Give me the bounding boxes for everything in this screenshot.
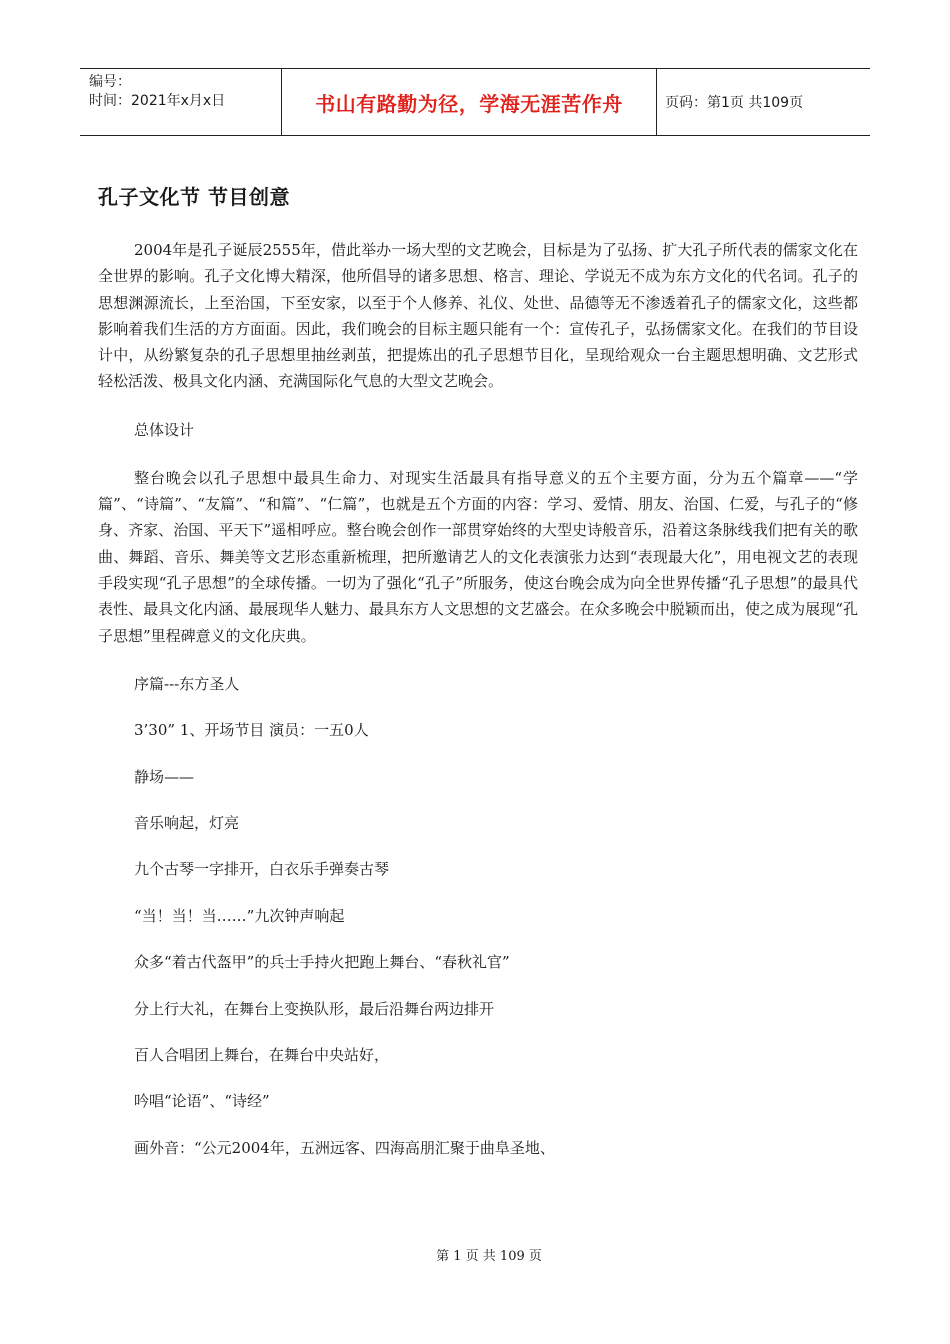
- design-paragraph: 整台晚会以孔子思想中最具生命力、对现实生活最具有指导意义的五个主要方面，分为五个篇章——“学篇”、“诗篇”、“友篇”、“和篇”、“仁篇”，也就是五个方面的内容：学习、爱情、朋友、治国、仁爱，与孔子的“修身、齐家、治国、平天下”遥相呼应。整台晚会创作一部贯穿始终的大型史诗般音乐，沿着这条脉线我们把有关的歌曲、舞蹈、音乐、舞美等文艺形态重新梳理，把所邀请艺人的文化表演张力达到“表现最大化”，用电视文艺的表现手段实现“孔子思想”的全球传播。一切为了强化“孔子”所服务，使这台晚会成为向全世界传播“孔子思想”的最具代表性、最具文化内涵、最展现华人魅力、最具东方人文思想的文艺盛会。在众多晚会中脱颖而出，使之成为展现“孔子思想”里程碑意义的文化庆典。: [98, 468, 858, 645]
- page-footer: 第 1 页 共 109 页: [436, 1249, 542, 1264]
- script-line: 九个古琴一字排开，白衣乐手弹奏古琴: [134, 860, 390, 879]
- script-line: 吟唱“论语”、“诗经”: [134, 1092, 270, 1111]
- script-line: 静场——: [134, 767, 195, 786]
- script-line: 百人合唱团上舞台，在舞台中央站好，: [134, 1045, 390, 1064]
- script-line: 序篇---东方圣人: [134, 674, 240, 693]
- script-line: 分上行大礼，在舞台上变换队形，最后沿舞台两边排开: [134, 999, 495, 1018]
- header-motto: 书山有路勤为径，学海无涯苦作舟: [315, 91, 623, 116]
- script-line: 众多“着古代盔甲”的兵士手持火把跑上舞台、“春秋礼官”: [134, 953, 510, 972]
- section-heading: 总体设计: [134, 420, 195, 439]
- header-meta-cell: [80, 69, 281, 135]
- script-line: “当！当！当……”九次钟声响起: [134, 906, 345, 925]
- script-line: 画外音：“公元2004年，五洲远客、四海高朋汇聚于曲阜圣地、: [134, 1138, 555, 1157]
- header-motto-cell: [281, 69, 657, 135]
- document-date-label: 时间：2021年x月x日: [89, 93, 226, 109]
- header-page-cell: [657, 69, 870, 135]
- document-header: [80, 68, 870, 136]
- intro-paragraph: 2004年是孔子诞辰2555年，借此举办一场大型的文艺晚会，目标是为了弘扬、扩大孔子所代表的儒家文化在全世界的影响。孔子文化博大精深，他所倡导的诸多思想、格言、理论、学说无不成为东方文化的代名词。孔子的思想渊源流长，上至治国，下至安家，以至于个人修养、礼仪、处世、品德等无不渗透着孔子的儒家文化，这些都影响着我们生活的方方面面。因此，我们晚会的目标主题只能有一个：宣传孔子，弘扬儒家文化。在我们的节目设计中，从纷繁复杂的孔子思想里抽丝剥茧，把提炼出的孔子思想节目化，呈现给观众一台主题思想明确、文艺形式轻松活泼、极具文化内涵、充满国际化气息的大型文艺晚会。: [98, 241, 858, 391]
- script-line: 音乐响起，灯亮: [134, 814, 240, 833]
- header-page-info: 页码：第1页 共109页: [665, 95, 804, 111]
- document-number-label: 编号：: [89, 74, 131, 90]
- script-line: 3’30” 1、开场节目 演员：一五0人: [134, 721, 369, 740]
- document-title: 孔子文化节 节目创意: [98, 185, 290, 209]
- document-body: [98, 237, 858, 1161]
